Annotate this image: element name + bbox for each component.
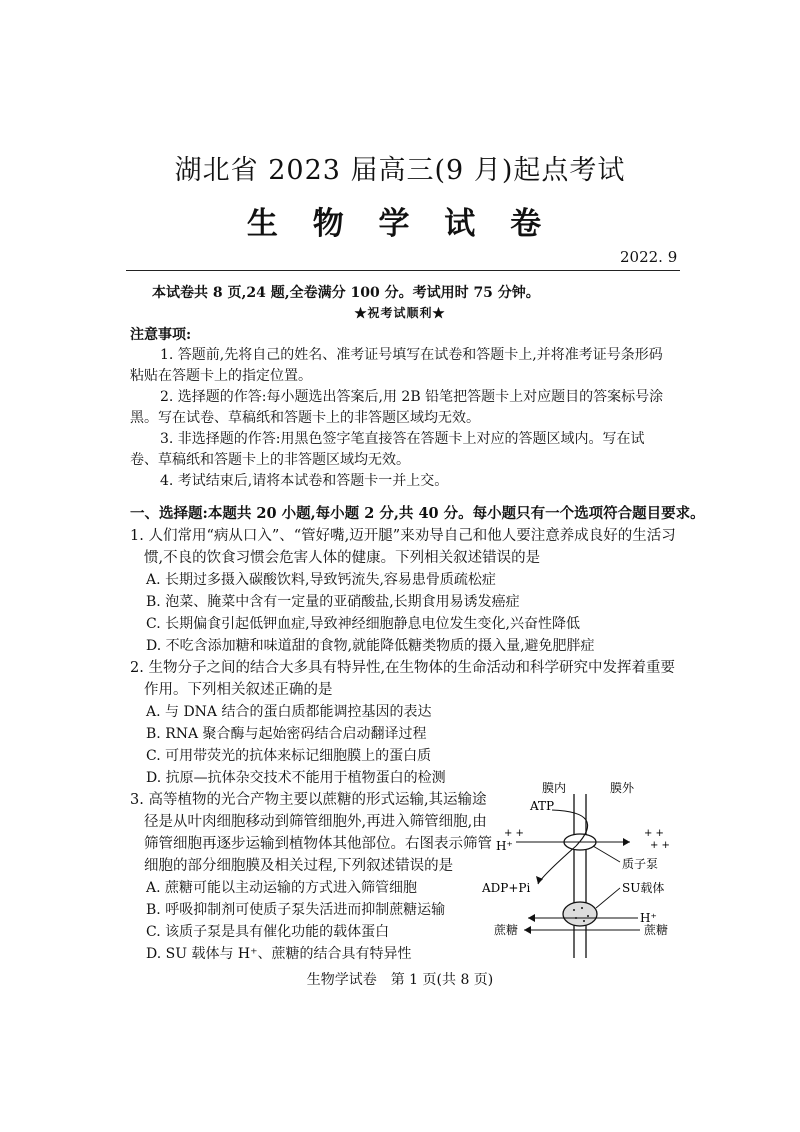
h-inside-label: H⁺: [496, 839, 513, 853]
sucrose-inside-label: 蔗糖: [494, 923, 519, 937]
question-3-option-a: A. 蔗糖可能以主动运输的方式进入筛管细胞: [146, 880, 418, 896]
inside-label: 膜内: [541, 781, 566, 795]
subject-title: 生 物 学 试 卷: [246, 206, 554, 242]
exam-title: 湖北省 2023 届高三(9 月)起点考试: [174, 155, 626, 186]
question-2-option-c: C. 可用带荧光的抗体来标记细胞膜上的蛋白质: [146, 748, 432, 764]
notice-heading: 注意事项:: [130, 327, 192, 343]
exam-date: 2022. 9: [620, 248, 678, 266]
adp-arrow: [538, 846, 576, 884]
membrane-transport-diagram: [480, 776, 690, 966]
adp-label: ADP+Pi: [482, 881, 531, 895]
section-heading: 一、选择题:本题共 20 小题,每小题 2 分,共 40 分。每小题只有一个选项符合题目要求。: [130, 505, 705, 522]
question-1-option-d: D. 不吃含添加糖和味道甜的食物,就能降低糖类物质的摄入量,避免肥胖症: [146, 638, 595, 654]
exam-info: 本试卷共 8 页,24 题,全卷满分 100 分。考试用时 75 分钟。: [152, 285, 540, 301]
question-2-stem: 2. 生物分子之间的结合大多具有特异性,在生物体的生命活动和科学研究中发挥着重要作用。下列相关叙述正确的是: [130, 660, 676, 698]
sucrose-outside-label: 蔗糖: [644, 923, 669, 937]
question-3-option-d: D. SU 载体与 H⁺、蔗糖的结合具有特异性: [146, 946, 412, 962]
question-1-option-b: B. 泡菜、腌菜中含有一定量的亚硝酸盐,长期食用易诱发癌症: [146, 594, 520, 610]
proton-dots-outside: + +: [644, 828, 664, 839]
atp-label: ATP: [530, 799, 555, 813]
question-3-stem: 3. 高等植物的光合产物主要以蔗糖的形式运输,其运输途径是从叶肉细胞移动到筛管细胞外,再进入筛管细胞,由筛管细胞再逐步运输到植物体其他部位。右图表示筛管细胞的部分细胞膜及相关过程,下列叙述错误的是: [130, 792, 492, 874]
su-carrier: [563, 902, 597, 926]
question-3-option-c: C. 该质子泵是具有催化功能的载体蛋白: [146, 924, 390, 940]
proton-pump-label: 质子泵: [622, 857, 659, 871]
question-1-option-a: A. 长期过多摄入碳酸饮料,导致钙流失,容易患骨质疏松症: [146, 572, 496, 588]
notice-item: 2. 选择题的作答:每小题选出答案后,用 2B 铅笔把答题卡上对应题目的答案标号涂黑。写在试卷、草稿纸和答题卡上的非答题区域均无效。: [130, 389, 664, 426]
notice-item: 3. 非选择题的作答:用黑色签字笔直接答在答题卡上对应的答题区域内。写在试卷、草稿纸和答题卡上的非答题区域均无效。: [130, 431, 645, 468]
notice-item: 1. 答题前,先将自己的姓名、准考证号填写在试卷和答题卡上,并将准考证号条形码粘贴在答题卡上的指定位置。: [130, 347, 663, 384]
outside-label: 膜外: [610, 781, 635, 795]
question-3-option-b: B. 呼吸抑制剂可使质子泵失活进而抑制蔗糖运输: [146, 902, 446, 918]
notice-item: 4. 考试结束后,请将本试卷和答题卡一并上交。: [160, 473, 449, 489]
page-footer: 生物学试卷 第 1 页(共 8 页): [306, 972, 494, 988]
good-luck-line: ★祝考试顺利★: [354, 306, 446, 320]
proton-dots-inside: + +: [504, 828, 524, 839]
question-2-option-a: A. 与 DNA 结合的蛋白质都能调控基因的表达: [146, 704, 432, 720]
question-2-option-b: B. RNA 聚合酶与起始密码结合启动翻译过程: [146, 726, 427, 742]
question-1-stem: 1. 人们常用“病从口入”、“管好嘴,迈开腿”来劝导自己和他人要注意养成良好的生活习惯,不良的饮食习惯会危害人体的健康。下列相关叙述错误的是: [130, 528, 676, 566]
question-2-option-d: D. 抗原—抗体杂交技术不能用于植物蛋白的检测: [146, 770, 446, 786]
proton-dots-outside-2: + +: [650, 840, 670, 851]
h-outside-label: H⁺: [640, 911, 657, 925]
header-rule: [126, 270, 680, 271]
su-carrier-label: SU载体: [622, 881, 665, 895]
question-1-option-c: C. 长期偏食引起低钾血症,导致神经细胞静息电位发生变化,兴奋性降低: [146, 616, 581, 632]
